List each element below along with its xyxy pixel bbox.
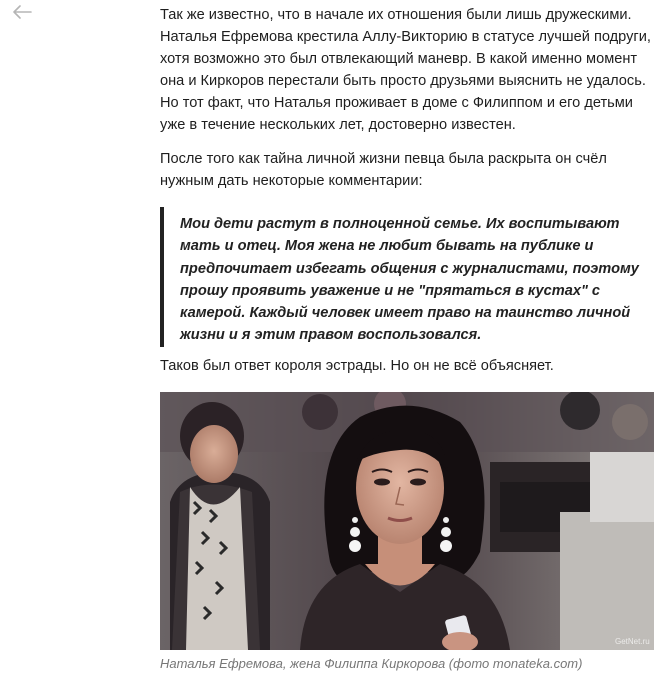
article-paragraph: Таков был ответ короля эстрады. Но он не всё объясняет. bbox=[160, 358, 554, 374]
arrow-left-icon bbox=[12, 5, 32, 19]
article-photo bbox=[160, 392, 654, 650]
article-paragraph: После того как тайна личной жизни певца была раскрыта он счёл нужным дать некоторые комментарии: bbox=[160, 151, 607, 189]
image-watermark: GetNet.ru bbox=[615, 637, 650, 646]
quote-text: Мои дети растут в полноценной семье. Их воспитывают мать и отец. Моя жена не любит бывать на публике и предпочитает избегать общения с журналистами, поэтому прошу проявить уважение и не "прятаться в кустах" с камерой. Каждый человек имеет право на таинство личной жизни и я этим правом воспользовался. bbox=[180, 216, 639, 344]
quote-block bbox=[160, 207, 656, 347]
back-button[interactable] bbox=[8, 2, 36, 22]
image-caption: Наталья Ефремова, жена Филиппа Киркорова (фото monateka.com) bbox=[160, 656, 583, 671]
article-paragraph: Так же известно, что в начале их отношения были лишь дружескими. Наталья Ефремова крестила Аллу-Викторию в статусе лучшей подруги, хотя возможно это был отвлекающий маневр. В какой именно момент она и Киркоров перестали быть просто друзьями выяснить не удалось. Но тот факт, что Наталья проживает в доме с Филиппом и его детьми уже в течение нескольких лет, достоверно известен. bbox=[160, 7, 651, 133]
